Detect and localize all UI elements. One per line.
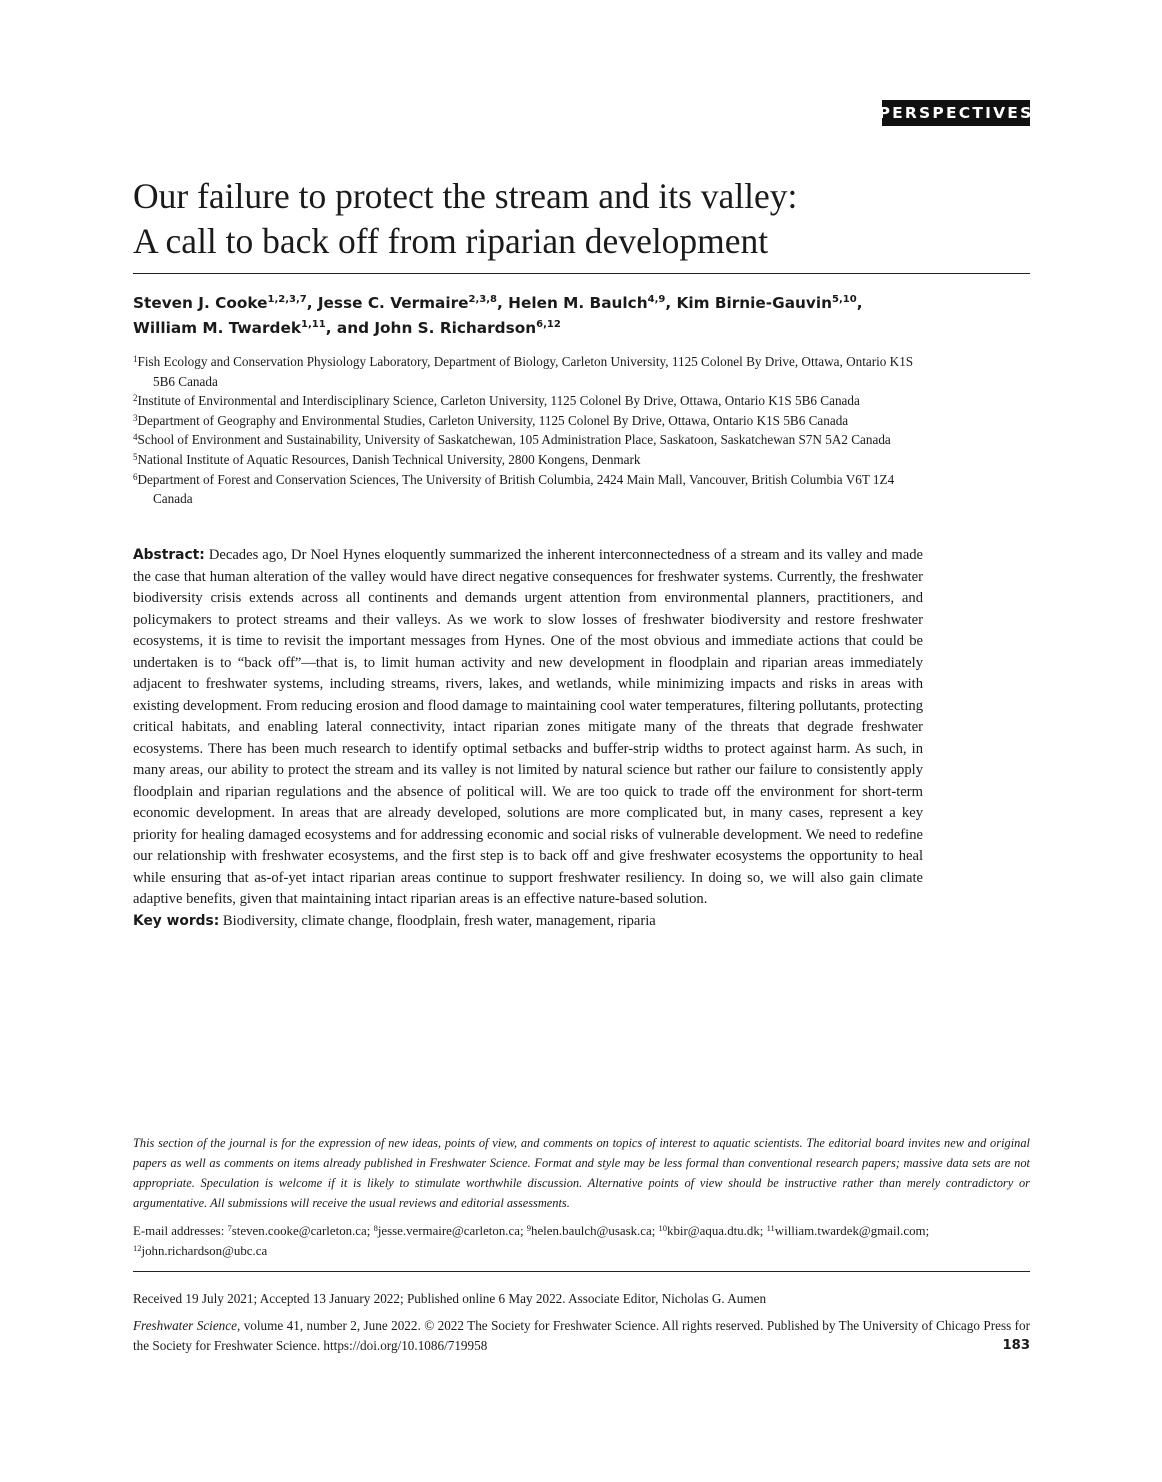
- author-separator: ,: [856, 294, 863, 312]
- email-ref: 9: [526, 1223, 532, 1233]
- title-line-2: A call to back off from riparian development: [133, 221, 769, 261]
- section-badge: PERSPECTIVES: [882, 100, 1030, 126]
- abstract-paragraph: [133, 545, 923, 911]
- author-name: Helen M. Baulch: [508, 294, 648, 312]
- email-ref: 10: [658, 1223, 668, 1233]
- email-ref: 11: [766, 1223, 775, 1233]
- email-addresses: [133, 1221, 1030, 1261]
- author-affiliation-refs: 4,9: [647, 294, 666, 305]
- author-affiliation-refs: 1,11: [301, 319, 326, 330]
- abstract: [133, 545, 923, 932]
- affiliation: [133, 430, 928, 450]
- affiliation-text: Department of Forest and Conservation Sciences, The University of British Columbia, 2424 Main Mall, Vancouver, British Columbia V6T 1Z4 Canada: [137, 471, 895, 507]
- keywords-label: Key words:: [133, 912, 220, 929]
- email-address: kbir@aqua.dtu.dk;: [667, 1224, 764, 1238]
- author-affiliation-refs: 1,2,3,7: [267, 294, 307, 305]
- affiliation: [133, 411, 928, 431]
- author-name: William M. Twardek: [133, 319, 302, 337]
- email-ref: 12: [133, 1243, 142, 1253]
- author-affiliation-refs: 6,12: [536, 319, 561, 330]
- title-line-1: Our failure to protect the stream and its valley:: [133, 176, 798, 216]
- email-label: E-mail addresses:: [133, 1224, 225, 1238]
- affiliation-text: School of Environment and Sustainability, University of Saskatchewan, 105 Administration Place, Saskatoon, Saskatchewan S7N 5A2 Canada: [137, 432, 891, 448]
- author-name: Kim Birnie-Gauvin: [676, 294, 833, 312]
- page-number: 183: [1002, 1338, 1030, 1353]
- affiliation: [133, 450, 928, 470]
- author-affiliation-refs: 2,3,8: [468, 294, 498, 305]
- affiliation-number: 3: [133, 412, 138, 423]
- section-note: This section of the journal is for the expression of new ideas, points of view, and comments on topics of interest to aquatic scientists. The editorial board invites new and original papers as well as comments on items already published in Freshwater Science. Format and style may be less formal than conventional research papers; massive data sets are not appropriate. Speculation is welcome if it is likely to stimulate worthwhile discussion. Alternative points of view should be instructive rather than merely contradictory or argumentative. All submissions will receive the usual reviews and editorial assessments.: [133, 1136, 1030, 1210]
- author-affiliation-refs: 5,10: [832, 294, 857, 305]
- author-name: Steven J. Cooke: [133, 294, 268, 312]
- affiliation-number: 2: [133, 393, 138, 404]
- affiliation: [133, 352, 928, 391]
- author-name: John S. Richardson: [374, 319, 537, 337]
- affiliation-number: 4: [133, 432, 138, 443]
- email-address: jesse.vermaire@carleton.ca;: [377, 1224, 524, 1238]
- author-separator: ,: [665, 294, 677, 312]
- author-separator: ,: [497, 294, 509, 312]
- email-address: john.richardson@ubc.ca: [141, 1244, 268, 1258]
- keywords-text: Biodiversity, climate change, floodplain, fresh water, management, riparia: [222, 912, 656, 929]
- affiliation: [133, 470, 928, 509]
- author-list: [133, 291, 1028, 341]
- affiliation-number: 6: [133, 471, 138, 482]
- affiliation-text: Institute of Environmental and Interdisciplinary Science, Carleton University, 1125 Colonel By Drive, Ottawa, Ontario K1S 5B6 Canada: [137, 393, 860, 409]
- journal-name: Freshwater Science: [133, 1318, 237, 1333]
- affiliation-text: Fish Ecology and Conservation Physiology Laboratory, Department of Biology, Carleton University, 1125 Colonel By Drive, Ottawa, Ontario K1S 5B6 Canada: [137, 354, 914, 389]
- journal-citation: [133, 1316, 1030, 1356]
- received-dates: Received 19 July 2021; Accepted 13 January 2022; Published online 6 May 2022. Associate Editor, Nicholas G. Aumen: [133, 1291, 767, 1306]
- article-title: [133, 174, 1033, 264]
- email-address: helen.baulch@usask.ca;: [531, 1224, 656, 1238]
- author-separator: ,: [306, 294, 318, 312]
- affiliation-number: 5: [133, 451, 138, 462]
- title-rule: [133, 273, 1030, 274]
- affiliation-text: Department of Geography and Environmental Studies, Carleton University, 1125 Colonel By Drive, Ottawa, Ontario K1S 5B6 Canada: [137, 412, 849, 428]
- email-address: steven.cooke@carleton.ca;: [231, 1224, 371, 1238]
- email-ref: 8: [373, 1223, 378, 1233]
- footer-rule: [133, 1271, 1030, 1272]
- email-ref: 7: [227, 1223, 232, 1233]
- abstract-label: Abstract:: [133, 547, 205, 563]
- email-address: william.twardek@gmail.com;: [774, 1224, 930, 1238]
- author-name: Jesse C. Vermaire: [317, 294, 469, 312]
- affiliation-number: 1: [133, 354, 138, 364]
- abstract-text: Decades ago, Dr Noel Hynes eloquently summarized the inherent interconnectedness of a stream and its valley and made the case that human alteration of the valley would have direct negative consequences for freshwater systems. Currently, the freshwater biodiversity crisis extends across all continents and demands urgent attention from environmental planners, practitioners, and policymakers to protect streams and their valleys. As we work to slow losses of freshwater biodiversity and restore freshwater ecosystems, it is time to revisit the important messages from Hynes. One of the most obvious and immediate actions that could be undertaken is to “back off”—that is, to limit human activity and new development in floodplain and riparian areas immediately adjacent to freshwater systems, including streams, rivers, lakes, and wetlands, while minimizing impacts and risks in areas with existing development. From reducing erosion and flood damage to maintaining cool water temperatures, filtering pollutants, protecting critical habitats, and enabling lateral connectivity, intact riparian zones mitigate many of the threats that degrade freshwater ecosystems. There has been much research to identify optimal setbacks and buffer-strip widths to protect against harm. As such, in many areas, our ability to protect the stream and its valley is not limited by natural science but rather our failure to consistently apply floodplain and riparian regulations and the absence of political will. We are too quick to trade off the environment for short-term economic development. In areas that are already developed, solutions are more complicated but, in many cases, represent a key priority for healing damaged ecosystems and for addressing economic and social risks of vulnerable development. We need to redefine our relationship with freshwater ecosystems, and the first step is to back off and give freshwater ecosystems the opportunity to heal while ensuring that as-of-yet intact riparian areas continue to support freshwater resiliency. In doing so, we will also gain climate adaptive benefits, given that maintaining intact riparian areas is an effective nature-based solution.: [133, 547, 923, 907]
- affiliation-text: National Institute of Aquatic Resources, Danish Technical University, 2800 Kongens, Denmark: [137, 451, 641, 467]
- affiliation-list: [133, 352, 928, 509]
- journal-citation-text: , volume 41, number 2, June 2022. © 2022 The Society for Freshwater Science. All rights reserved. Published by The University of Chicago Press for the Society for Freshwater Science. https://doi.org/10.1086/719958: [133, 1318, 1030, 1353]
- author-separator: , and: [325, 319, 375, 337]
- affiliation: [133, 391, 928, 411]
- keywords: [133, 911, 923, 933]
